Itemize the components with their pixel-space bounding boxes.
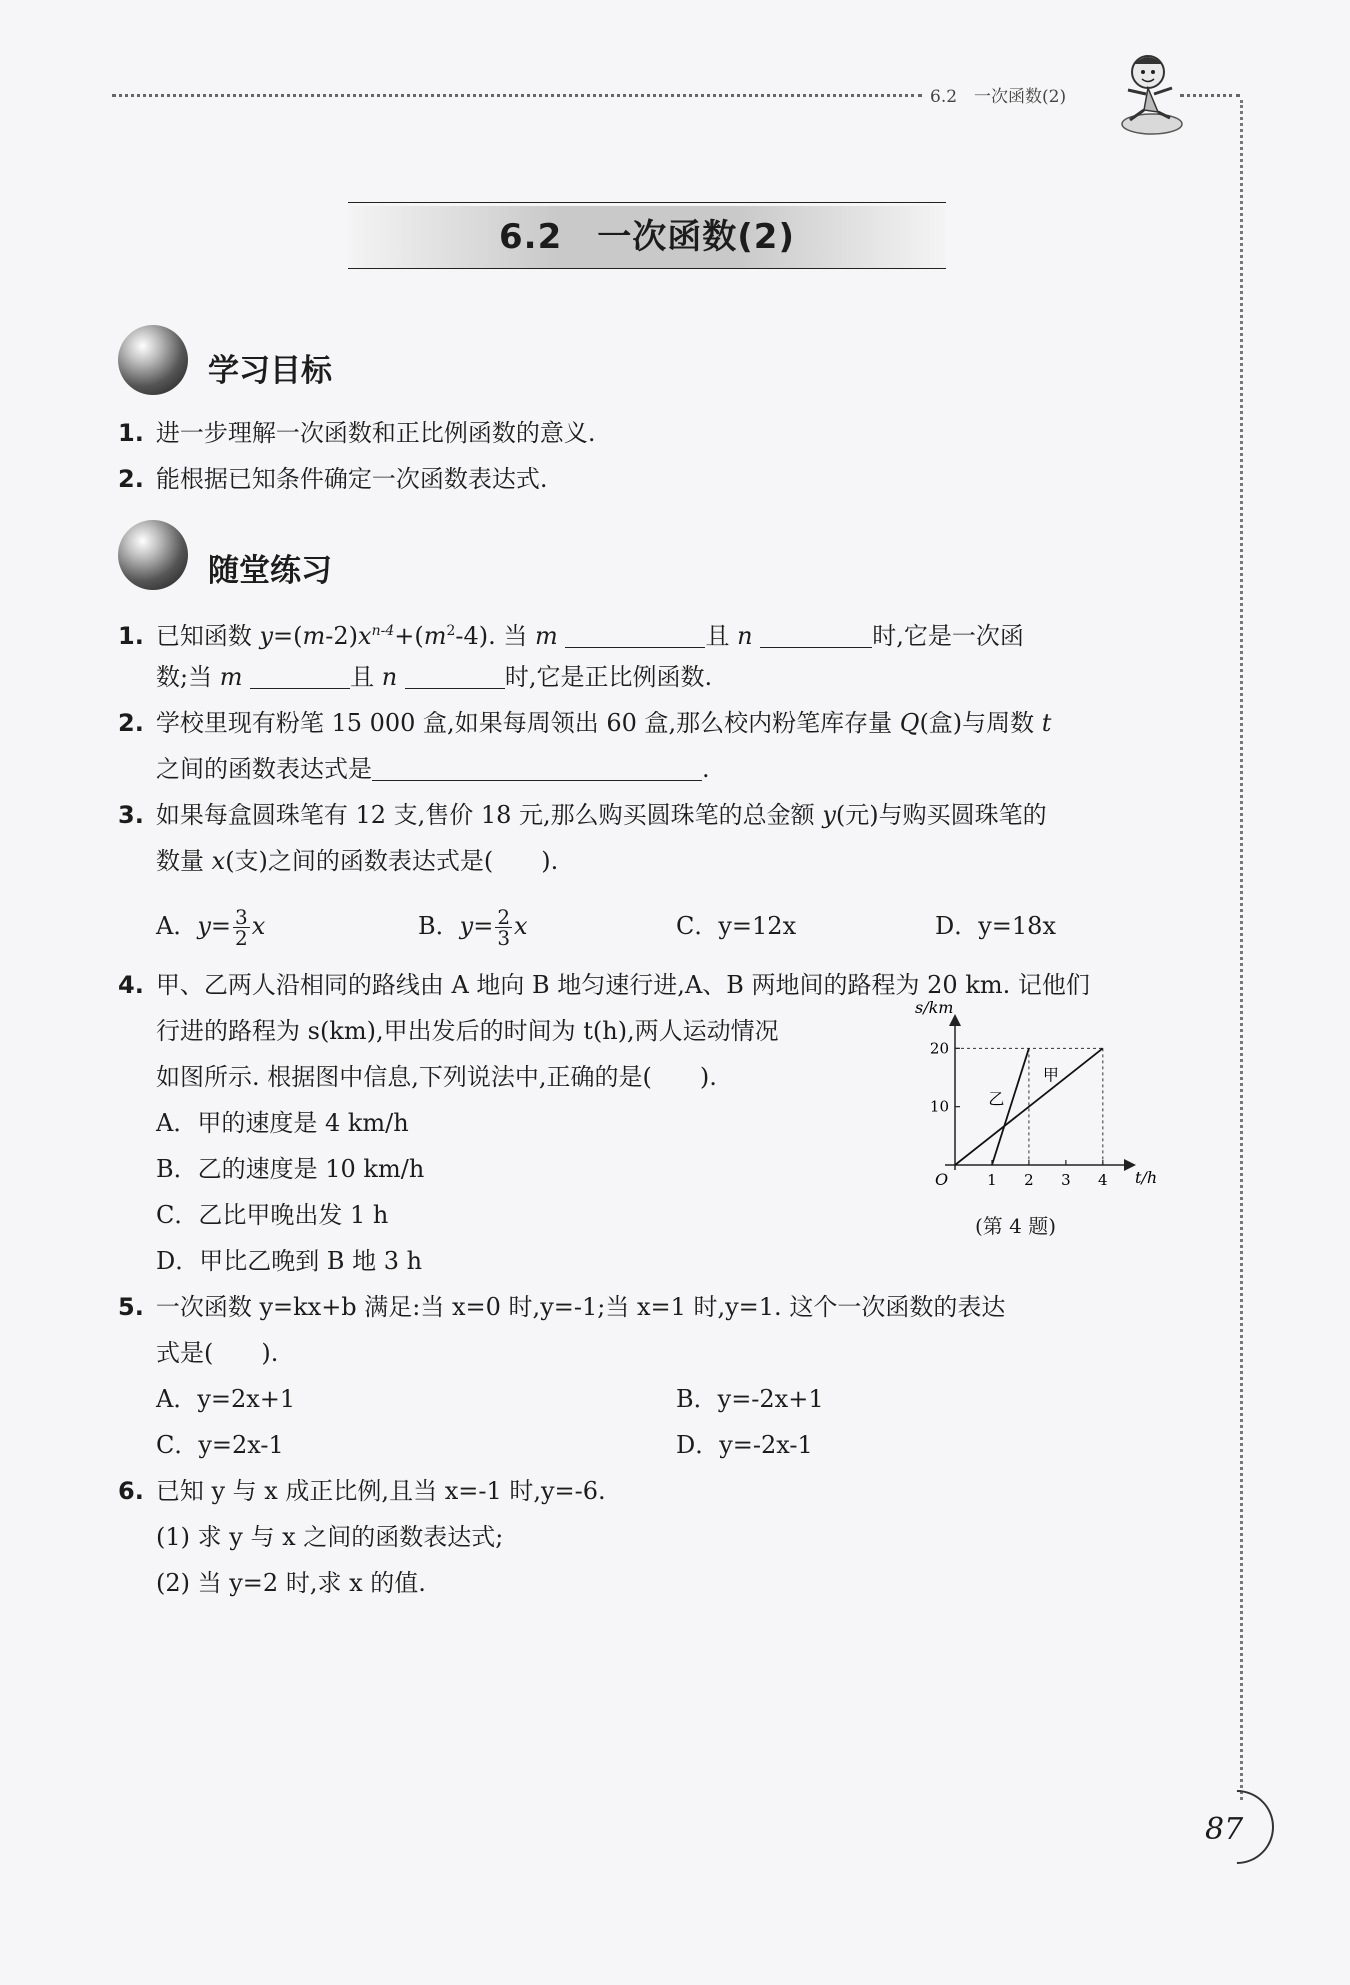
- question-5-option-c[interactable]: C．y=2x-1: [156, 1431, 284, 1459]
- question-3-option-a[interactable]: A．y= $\frac{3}{2}$ x: [156, 905, 266, 950]
- origin-label: O: [935, 1170, 949, 1189]
- question-1-line-1: 1. 已知函数 $y=(m-2)x^{n-4}+(m^2-4)$. 当 m 且 n 时,它是一次函: [118, 622, 1024, 650]
- title-rule-bottom: [348, 268, 946, 269]
- section-ball-icon: [118, 520, 188, 590]
- goal-item: 2. 能根据已知条件确定一次函数表达式.: [118, 465, 548, 493]
- page-title: 6.2 一次函数(2): [499, 217, 795, 257]
- question-4-option-c[interactable]: C．乙比甲晚出发 1 h: [156, 1201, 389, 1229]
- x-tick-label: 3: [1061, 1171, 1071, 1189]
- question-3-option-c[interactable]: C．y=12x: [676, 912, 797, 940]
- mascot-icon: [1108, 50, 1188, 140]
- question-4-line-3: 如图所示. 根据图中信息,下列说法中,正确的是( ).: [156, 1063, 717, 1091]
- question-6-part-1: (1) 求 y 与 x 之间的函数表达式;: [156, 1523, 504, 1551]
- x-tick-label: 2: [1024, 1171, 1034, 1189]
- question-4-option-d[interactable]: D．甲比乙晚到 B 地 3 h: [156, 1247, 423, 1275]
- x-axis-label: t/h: [1135, 1168, 1158, 1187]
- question-3-line-2: 数量 x(支)之间的函数表达式是( ).: [156, 847, 559, 875]
- question-4-line-1: 4. 甲、乙两人沿相同的路线由 A 地向 B 地匀速行进,A、B 两地间的路程为 20 km. 记他们: [118, 971, 1090, 999]
- answer-blank[interactable]: [565, 623, 705, 648]
- question-6-part-2: (2) 当 y=2 时,求 x 的值.: [156, 1569, 426, 1597]
- question-2-line-2: 之间的函数表达式是 .: [156, 755, 710, 783]
- question-1-line-2: 数;当 m 且 n 时,它是正比例函数.: [156, 663, 713, 691]
- question-3-option-b[interactable]: B．y= $\frac{2}{3}$ x: [418, 905, 528, 950]
- page-number: 87: [1205, 1812, 1244, 1847]
- question-4-line-2: 行进的路程为 s(km),甲出发后的时间为 t(h),两人运动情况: [156, 1017, 779, 1045]
- section-ball-icon: [118, 325, 188, 395]
- margin-rule: [1240, 100, 1243, 1800]
- goal-item: 1. 进一步理解一次函数和正比例函数的意义.: [118, 419, 596, 447]
- question-5-line-2: 式是( ).: [156, 1339, 279, 1367]
- x-tick-label: 4: [1098, 1171, 1108, 1189]
- distance-time-chart: [905, 998, 1158, 1215]
- question-5-option-d[interactable]: D．y=-2x-1: [676, 1431, 813, 1459]
- question-3-line-1: 3. 如果每盒圆珠笔有 12 支,售价 18 元,那么购买圆珠笔的总金额 y(元)与购买圆珠笔的: [118, 801, 1047, 829]
- series-label: 乙: [988, 1089, 1005, 1109]
- answer-blank[interactable]: [405, 664, 505, 689]
- x-tick-label: 1: [987, 1171, 997, 1189]
- question-5-option-a[interactable]: A．y=2x+1: [156, 1385, 296, 1413]
- answer-blank[interactable]: [372, 756, 702, 781]
- question-5-line-1: 5. 一次函数 y=kx+b 满足:当 x=0 时,y=-1;当 x=1 时,y=1. 这个一次函数的表达: [118, 1293, 1006, 1321]
- title-rule-top: [348, 202, 946, 203]
- answer-blank[interactable]: [250, 664, 350, 689]
- question-4-option-b[interactable]: B．乙的速度是 10 km/h: [156, 1155, 425, 1183]
- section-heading-practice: 随堂练习: [208, 553, 332, 589]
- question-2-line-1: 2. 学校里现有粉笔 15 000 盒,如果每周领出 60 盒,那么校内粉笔库存量 Q(盒)与周数 t: [118, 709, 1052, 737]
- header-rule-right: [1180, 94, 1240, 97]
- y-axis-label: s/km: [915, 998, 954, 1017]
- question-3-option-d[interactable]: D．y=18x: [935, 912, 1056, 940]
- figure-caption: (第 4 题): [975, 1214, 1057, 1238]
- question-5-option-b[interactable]: B．y=-2x+1: [676, 1385, 824, 1413]
- y-tick-label: 20: [929, 1039, 949, 1058]
- header-rule: [112, 94, 922, 97]
- question-4-option-a[interactable]: A．甲的速度是 4 km/h: [156, 1109, 409, 1137]
- series-line: [955, 1048, 1103, 1165]
- section-heading-goals: 学习目标: [208, 353, 332, 389]
- running-title: 6.2 一次函数(2): [930, 87, 1067, 107]
- series-label: 甲: [1042, 1065, 1059, 1085]
- question-6-line-1: 6. 已知 y 与 x 成正比例,且当 x=-1 时,y=-6.: [118, 1477, 606, 1505]
- y-tick-label: 10: [929, 1097, 949, 1116]
- answer-blank[interactable]: [760, 623, 872, 648]
